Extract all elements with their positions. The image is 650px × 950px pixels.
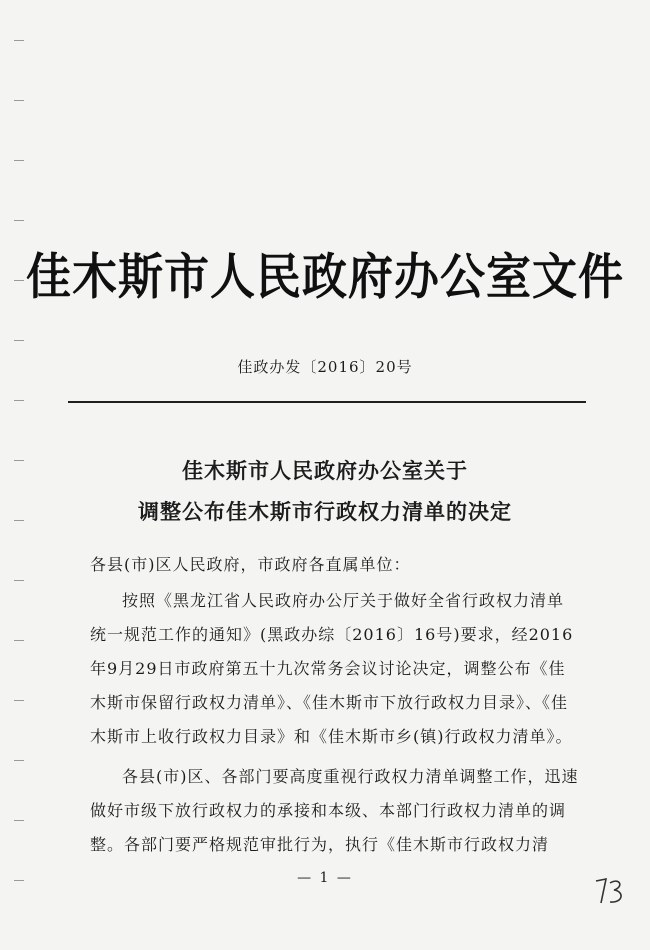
subject-title-line-1: 佳木斯市人民政府办公室关于 — [182, 458, 468, 483]
document-number: 佳政办发〔2016〕20号 — [237, 358, 413, 376]
body-paragraph-1: 按照《黑龙江省人民政府办公厅关于做好全省行政权力清单统一规范工作的通知》(黑政办综〔2016〕16号)要求，经2016年9月29日市政府第五十九次常务会议讨论决定，调整公布《佳木斯市保留行政权力清单》、《佳木斯市下放行政权力目录》、《佳木斯市上收行政权力目录》和《佳木斯市乡(镇)行政权力清单》。 — [90, 591, 574, 746]
handwritten-mark — [590, 873, 630, 909]
page-number: — 1 — — [297, 870, 353, 886]
header-divider — [68, 401, 586, 403]
document-header-title: 佳木斯市人民政府办公室文件 — [25, 248, 624, 306]
salutation: 各县(市)区人民政府，市政府各直属单位： — [90, 555, 411, 574]
body-paragraph-2: 各县(市)区、各部门要高度重视行政权力清单调整工作，迅速做好市级下放行政权力的承接和本级、本部门行政权力清单的调整。各部门要严格规范审批行为，执行《佳木斯市行政权力清 — [90, 767, 579, 854]
subject-title-line-2: 调整公布佳木斯市行政权力清单的决定 — [138, 499, 512, 524]
